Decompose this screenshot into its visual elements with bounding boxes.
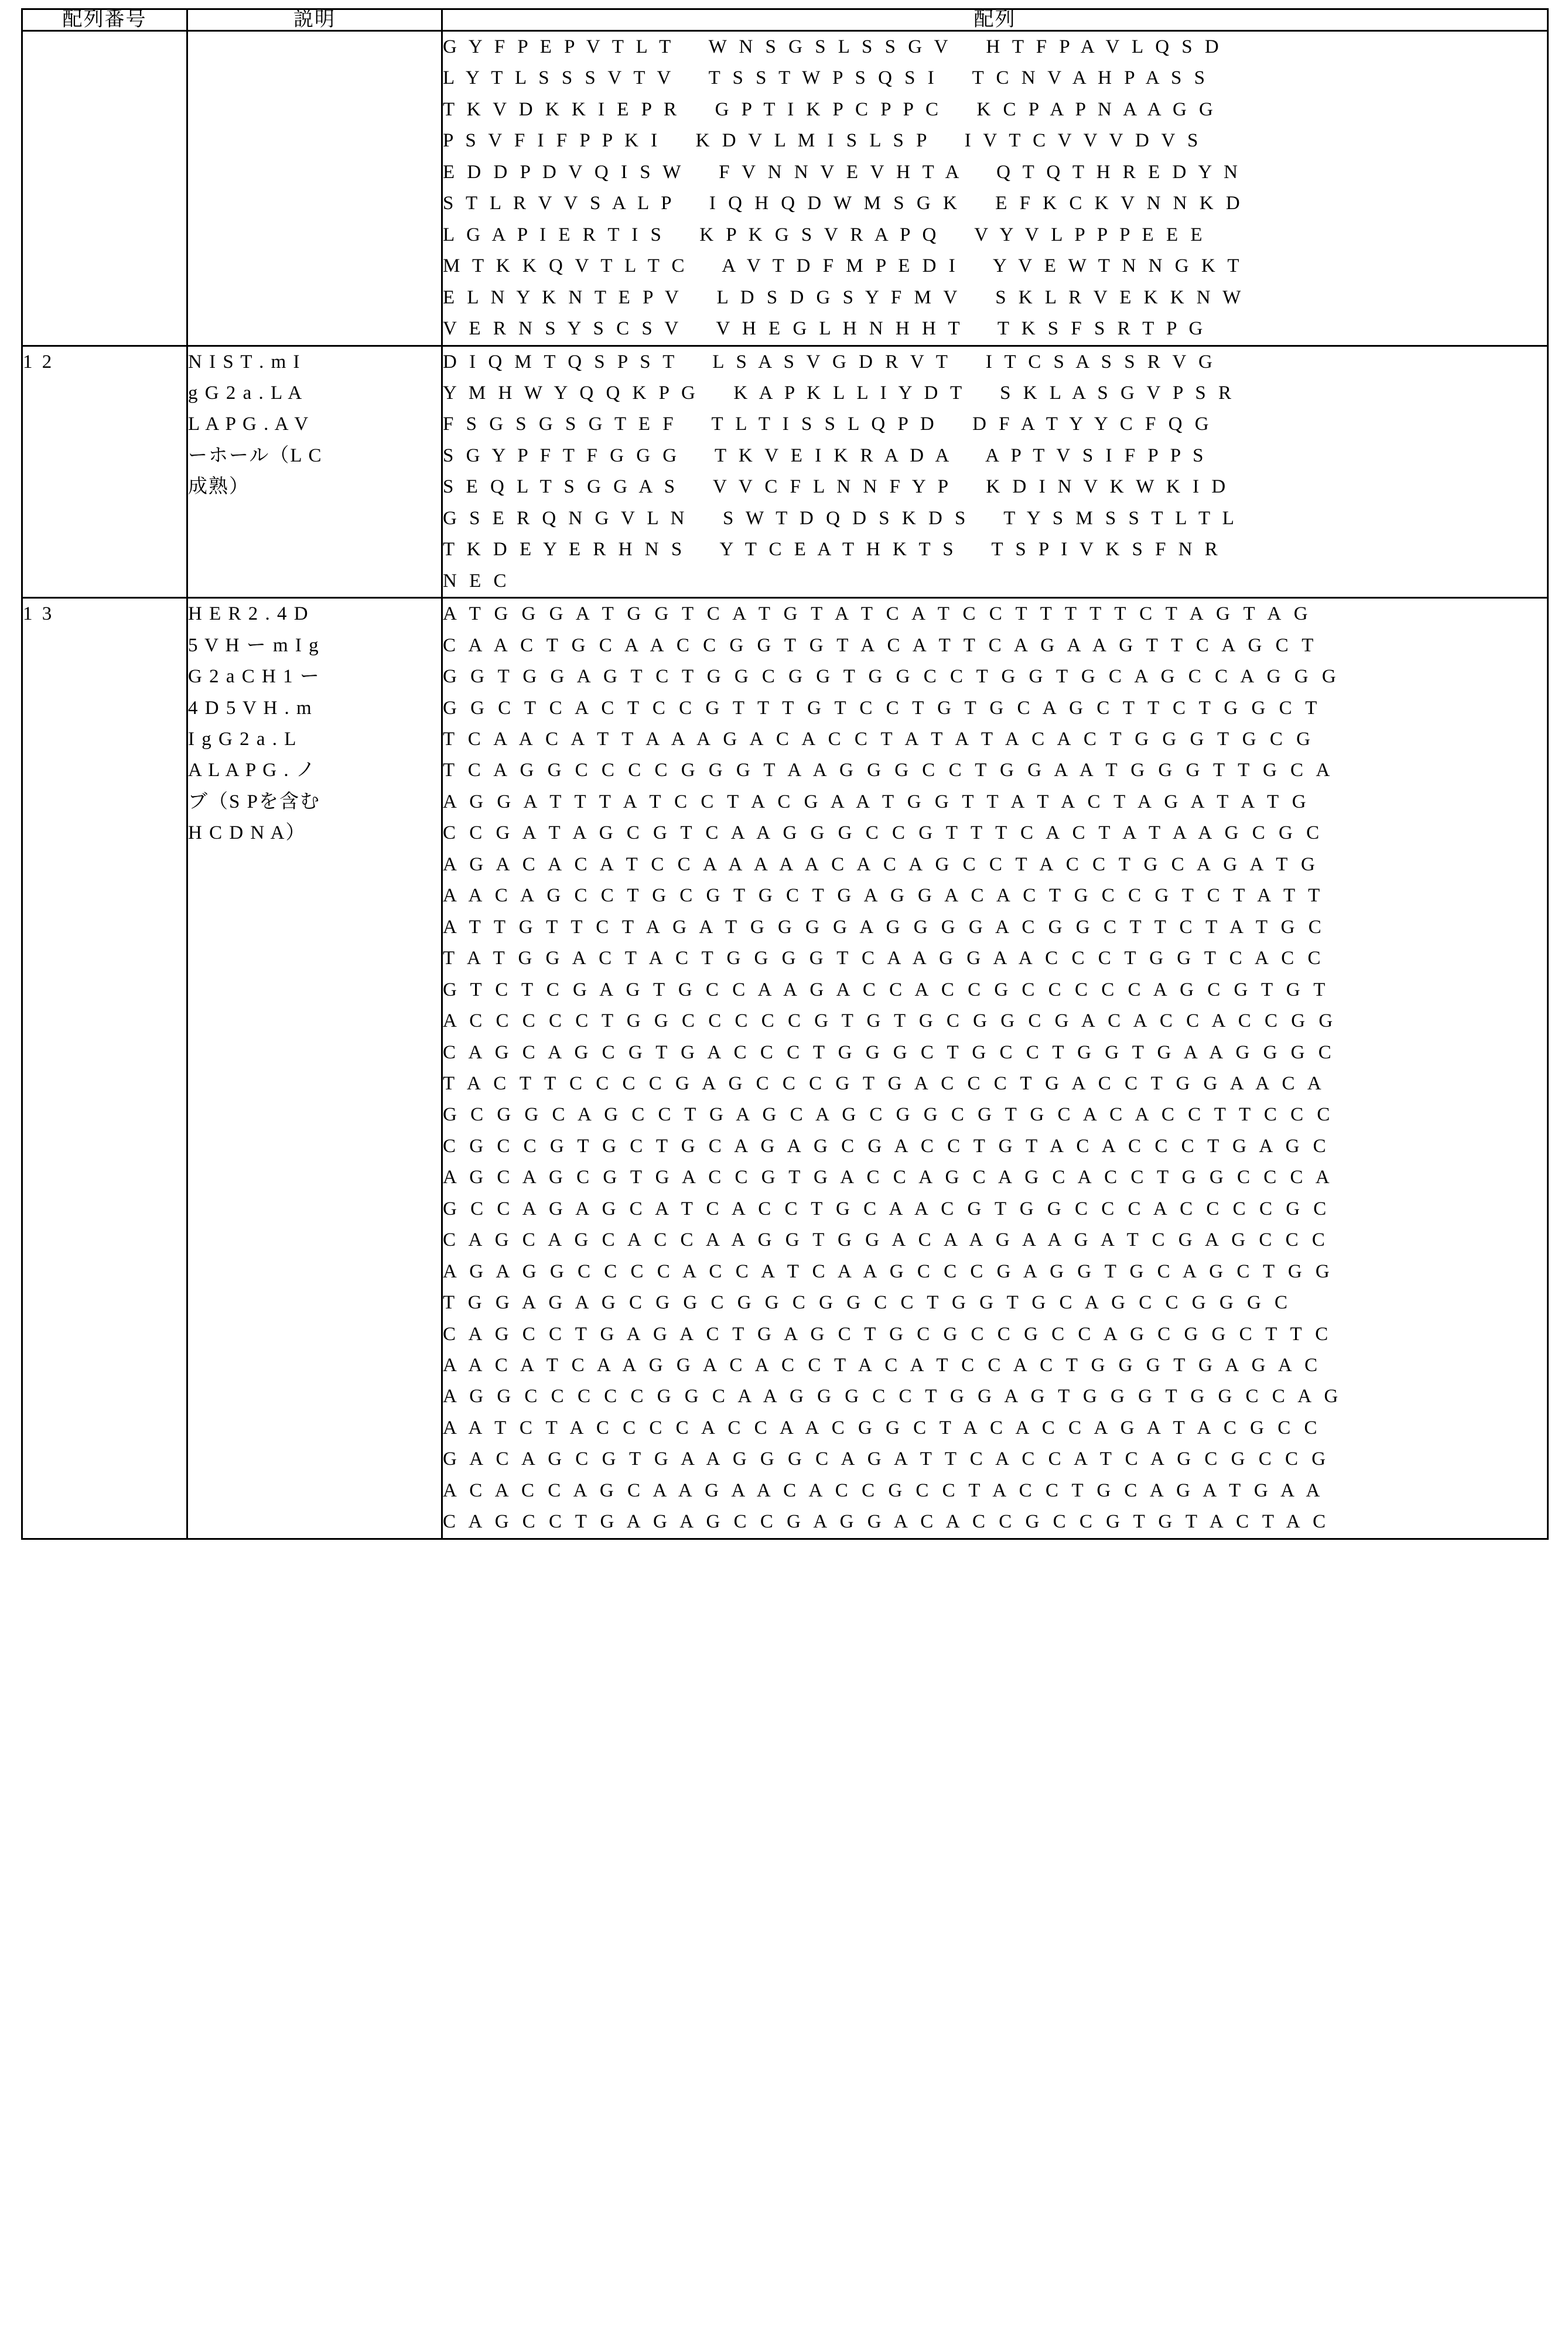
column-header-seq-number: 配列番号 bbox=[22, 9, 187, 31]
table-body bbox=[22, 31, 1548, 1539]
sequence-line: N E C bbox=[443, 570, 510, 592]
description-line: ーホール（L C bbox=[188, 445, 323, 466]
table-row bbox=[22, 598, 1548, 1539]
sequence-line: A T G G G A T G G T C A T G T A T C A T C C T T T T T C T A G T A G bbox=[443, 603, 1313, 625]
sequence-line: A G A G G C C C C A C C A T C A A G C C C G A G G T G C A G C T G G bbox=[443, 1260, 1334, 1282]
sequence-line: T C A G G C C C C G G G T A A G G G C C T G G A A T G G G T T G C A bbox=[443, 760, 1334, 781]
sequence-line: G G T G G A G T C T G G C G G T G G C C T G G T G C A G C C A G G G bbox=[443, 666, 1341, 688]
sequence-line: T A T G G A C T A C T G G G G T C A A G G A A C C C T G G T C A C C bbox=[443, 948, 1326, 969]
description-line: H C D N A） bbox=[188, 822, 306, 844]
description-line: I g G 2 a . L bbox=[188, 728, 298, 750]
sequence-line: C A A C T G C A A C C G G T G T A C A T T C A G A A G T T C A G C T bbox=[443, 634, 1318, 656]
cell-description bbox=[187, 31, 442, 346]
description-line: L A P G . A V bbox=[188, 414, 310, 435]
sequence-line: T K D E Y E R H N S Y T C E A T H K T S T S P I V K S F N R bbox=[443, 539, 1222, 561]
column-header-sequence: 配列 bbox=[442, 9, 1548, 31]
description-line: 5 V H ー m I g bbox=[188, 634, 320, 656]
sequence-line: S T L R V V S A L P I Q H Q D W M S G K E F K C K V N N K D bbox=[443, 193, 1244, 214]
description-line: 4 D 5 V H . m bbox=[188, 697, 313, 719]
cell-sequence bbox=[442, 598, 1548, 1539]
sequence-line: A C A C C A G C A A G A A C A C C G C C T A C C T G C A G A T G A A bbox=[443, 1479, 1324, 1501]
cell-sequence-number bbox=[22, 31, 187, 346]
description-line: g G 2 a . L A bbox=[188, 382, 303, 404]
cell-description bbox=[187, 346, 442, 598]
sequence-line: G T C T C G A G T G C C A A G A C C A C C G C C C C C A G C G T G T bbox=[443, 979, 1330, 1000]
description-line: H E R 2 . 4 D bbox=[188, 603, 309, 625]
sequence-line: G C C A G A G C A T C A C C T G C A A C G T G G C C C A C C C C G C bbox=[443, 1198, 1331, 1219]
sequence-line: A G C A G C G T G A C C G T G A C C A G C A G C A C C T G G C C C A bbox=[443, 1167, 1334, 1188]
sequence-line: S G Y P F T F G G G T K V E I K R A D A A P T V S I F P P S bbox=[443, 445, 1207, 466]
sequence-line: T K V D K K I E P R G P T I K P C P P C K C P A P N A A G G bbox=[443, 98, 1217, 120]
sequence-line: A G G C C C C C G G C A A G G G C C T G G A G T G G G T G G C C A G bbox=[443, 1386, 1342, 1407]
sequence-line: G C G G C A G C C T G A G C A G C G G C G T G C A C A C C T T C C C bbox=[443, 1104, 1334, 1126]
sequence-line: T G G A G A G C G G C G G C G G C C T G G T G C A G C C G G G C bbox=[443, 1292, 1292, 1314]
sequence-line: A A C A G C C T G C G T G C T G A G G A C A C T G C C G T C T A T T bbox=[443, 885, 1324, 907]
sequence-line: A G G A T T T A T C C T A C G A A T G G T T A T A C T A G A T A T G bbox=[443, 791, 1311, 812]
sequence-line: E L N Y K N T E P V L D S D G S Y F M V S K L R V E K K N W bbox=[443, 286, 1245, 308]
sequence-line: S E Q L T S G G A S V V C F L N N F Y P K D I N V K W K I D bbox=[443, 476, 1229, 498]
sequence-line: A C C C C C T G G C C C C C G T G T G C G G C G A C A C C A C C G G bbox=[443, 1010, 1337, 1032]
sequence-line: D I Q M T Q S P S T L S A S V G D R V T I T C S A S S R V G bbox=[443, 351, 1217, 373]
table-row bbox=[22, 346, 1548, 598]
description-line: N I S T . m I bbox=[188, 351, 301, 373]
sequence-line: G G C T C A C T C C G T T T G T C C T G T G C A G C T T C T G G C T bbox=[443, 697, 1321, 719]
sequence-line: T C A A C A T T A A A G A C A C C T A T A T A C A C T G G G T G C G bbox=[443, 728, 1315, 750]
sequence-line: P S V F I F P P K I K D V L M I S L S P I V T C V V V D V S bbox=[443, 130, 1202, 152]
sequence-table bbox=[21, 8, 1549, 1540]
sequence-line: C C G A T A G C G T C A A G G G C C G T T T C A C T A T A A G C G C bbox=[443, 822, 1324, 844]
sequence-line: A A T C T A C C C C A C C A A C G G C T A C A C C A G A T A C G C C bbox=[443, 1417, 1322, 1438]
sequence-line: L Y T L S S S V T V T S S T W P S Q S I T C N V A H P A S S bbox=[443, 67, 1209, 89]
cell-description bbox=[187, 598, 442, 1539]
sequence-line: C A G C C T G A G A C T G A G C T G C G C C G C C A G C G G C T T C bbox=[443, 1323, 1333, 1345]
description-line: 成熟） bbox=[188, 476, 250, 498]
description-line: A L A P G . ノ bbox=[188, 760, 316, 781]
sequence-line: Y M H W Y Q Q K P G K A P K L L I Y D T S K L A S G V P S R bbox=[443, 382, 1235, 404]
sequence-line: E D D P D V Q I S W F V N N V E V H T A Q T Q T H R E D Y N bbox=[443, 161, 1242, 183]
sequence-line: G A C A G C G T G A A G G G C A G A T T C A C C A T C A G C G C C G bbox=[443, 1448, 1330, 1470]
column-header-description: 説明 bbox=[187, 9, 442, 31]
sequence-line: C A G C A G C A C C A A G G T G G A C A A G A A G A T C G A G C C C bbox=[443, 1229, 1330, 1251]
table-row bbox=[22, 31, 1548, 346]
cell-sequence bbox=[442, 31, 1548, 346]
table-header-row bbox=[22, 9, 1548, 31]
sequence-line: V E R N S Y S C S V V H E G L H N H H T T K S F S R T P G bbox=[443, 318, 1207, 340]
sequence-line: C A G C C T G A G A G C C G A G G A C A C C G C C G T G T A C T A C bbox=[443, 1511, 1330, 1533]
sequence-line: F S G S G S G T E F T L T I S S L Q P D D F A T Y Y C F Q G bbox=[443, 414, 1213, 435]
sequence-line: G Y F P E P V T L T W N S G S L S S G V H T F P A V L Q S D bbox=[443, 36, 1223, 57]
sequence-line: C A G C A G C G T G A C C C T G G G C T G C C T G G T G A A G G G C bbox=[443, 1041, 1336, 1063]
sequence-line: L G A P I E R T I S K P K G S V R A P Q V Y V L P P P E E E bbox=[443, 224, 1207, 245]
sequence-line: T A C T T C C C C G A G C C C G T G A C C C T G A C C T G G A A C A bbox=[443, 1072, 1326, 1094]
cell-sequence bbox=[442, 346, 1548, 598]
sequence-line: A G A C A C A T C C A A A A A C A C A G C C T A C C T G C A G A T G bbox=[443, 853, 1320, 875]
description-line: G 2 a C H 1 ー bbox=[188, 666, 320, 688]
description-line: ブ（S Pを含む bbox=[188, 791, 320, 812]
sequence-line: A T T G T T C T A G A T G G G G A G G G G A C G G C T T C T A T G C bbox=[443, 916, 1326, 938]
sequence-line: A A C A T C A A G G A C A C C T A C A T C C A C T G G G T G A G A C bbox=[443, 1355, 1322, 1376]
sequence-line: M T K K Q V T L T C A V T D F M P E D I Y V E W T N N G K T bbox=[443, 255, 1243, 277]
sequence-line: C G C C G T G C T G C A G A G C G A C C T G T A C A C C C T G A G C bbox=[443, 1135, 1331, 1157]
sequence-line: G S E R Q N G V L N S W T D Q D S K D S T Y S M S S T L T L bbox=[443, 507, 1238, 529]
cell-sequence-number: 1 2 bbox=[22, 346, 187, 598]
cell-sequence-number: 1 3 bbox=[22, 598, 187, 1539]
